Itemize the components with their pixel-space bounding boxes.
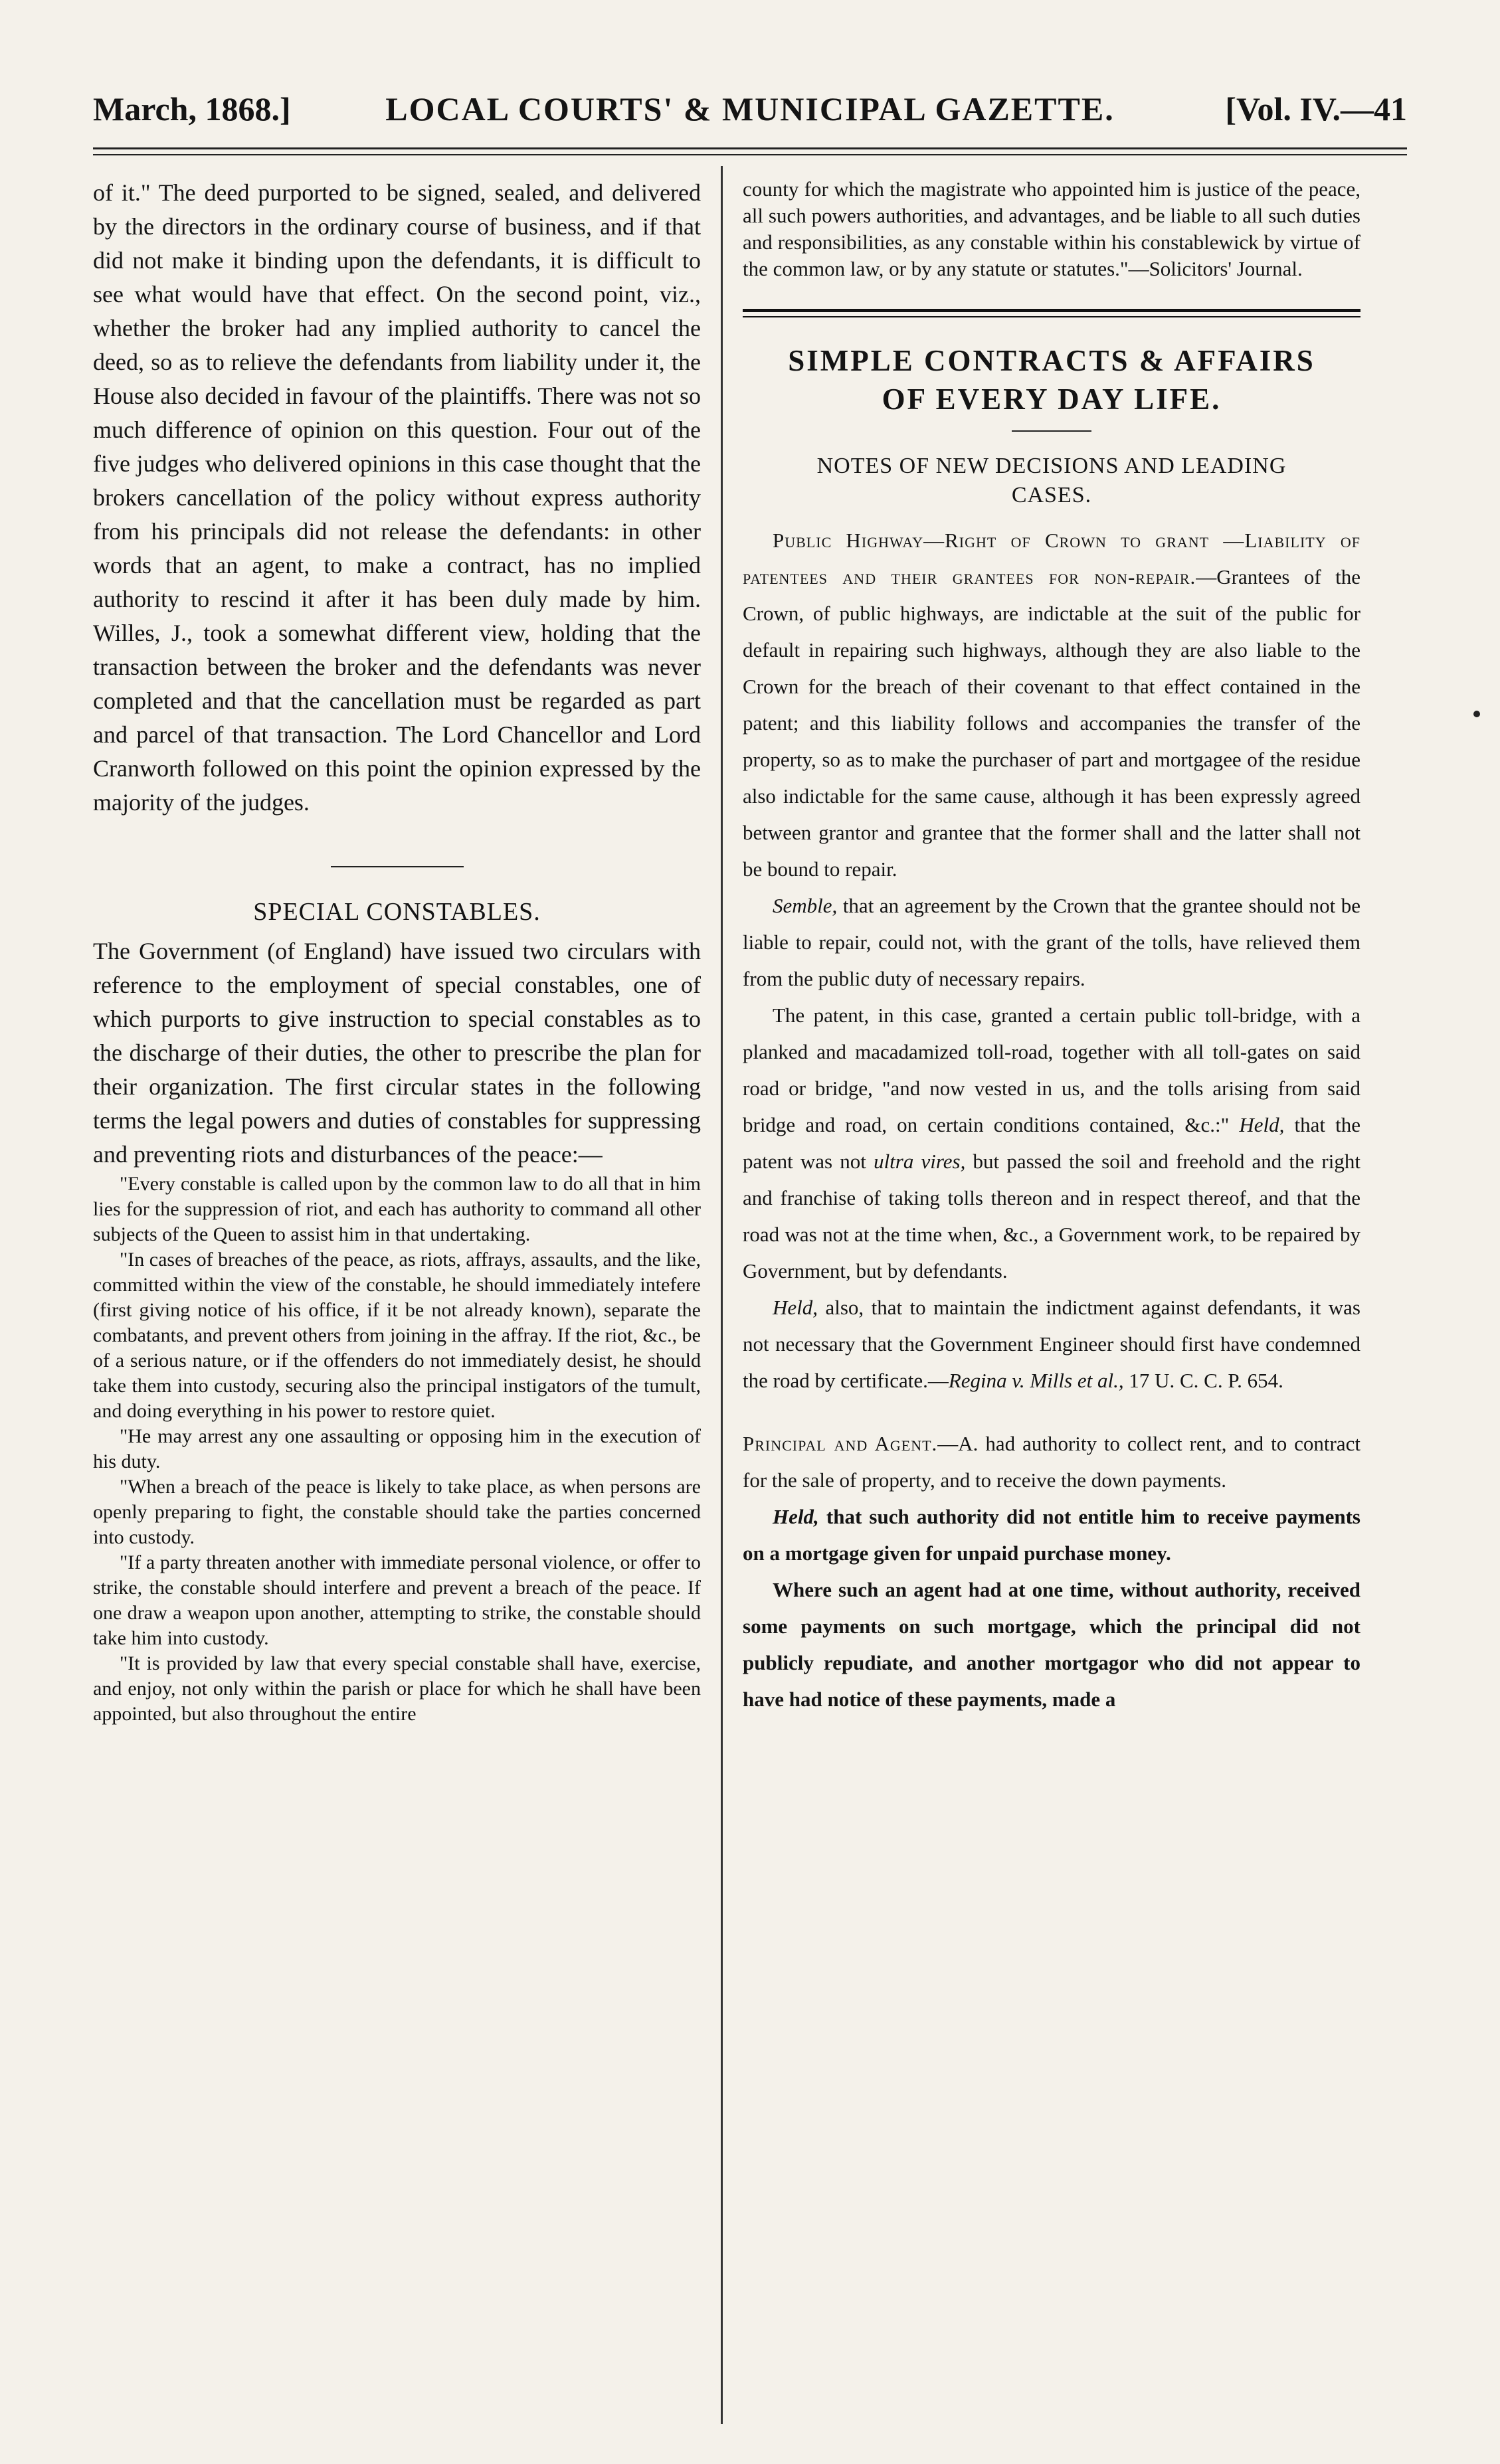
case-patent	[743, 997, 1360, 1289]
case-principal-agent	[743, 1425, 1360, 1498]
header-date: March, 1868.]	[93, 90, 291, 128]
special-constables-heading: SPECIAL CONSTABLES.	[253, 898, 541, 926]
quote-paragraph: "If a party threaten another with immediate personal violence, or offer to strike, the constable should interfere and prevent a breach of the peace. If one draw a weapon upon another, attempting to strike, the constable should take him into custody.	[93, 1551, 701, 1649]
section-rule-thin	[743, 316, 1360, 317]
semble-lead: Semble,	[773, 894, 838, 917]
held-label: Held,	[773, 1505, 819, 1528]
opening-paragraph: of it." The deed purported to be signed, sealed, and delivered by the directors in the ordinary course of business, and if that did not make it binding upon the defendants, it is difficult to see what would have that effect. On the second point, viz., whether the broker had any implied authority to cancel the deed, so as to relieve the defendants from liability under it, the House also decided in favour of the plaintiffs. There was not so much difference of opinion on this question. Four out of the five judges who delivered opinions in this case thought that the brokers cancellation of the policy without express authority from his principals did not release the defendants: in other words that an agent, to make a contract, has no implied authority to rescind it after it has been duly made by him. Willes, J., took a somewhat different view, holding that the transaction between the broker and the defendants was never completed and that the cancellation must be regarded as part and parcel of that transaction. The Lord Chancellor and Lord Cranworth followed on this point the opinion expressed by the majority of the judges.	[93, 179, 701, 816]
special-constables-intro: The Government (of England) have issued two circulars with reference to the employment of special constables, one of which purports to give instruction to special constables as to the discharge of their duties, the other to prescribe the plan for their organization. The first circular states in the following terms the legal powers and duties of constables for suppressing and preventing riots and disturbances of the peace:—	[93, 938, 701, 1168]
title-separator	[1012, 430, 1091, 432]
held-also-text: also, that to maintain the indictment against defendants, it was not necessary that the Government Engineer should first have condemned the road by certificate.—	[743, 1296, 1360, 1392]
case-semble	[743, 887, 1360, 997]
citation-tail: 17 U. C. C. P. 654.	[1123, 1369, 1283, 1392]
quote-paragraph: "When a breach of the peace is likely to take place, as when persons are openly preparing to fight, the constable should take the parties concerned into custody.	[93, 1476, 701, 1548]
held-text: that such authority did not entitle him to receive payments on a mortgage given for unpaid purchase money.	[743, 1505, 1360, 1565]
notes-line-2: CASES.	[1011, 483, 1092, 507]
notes-heading	[743, 452, 1360, 510]
case-highway	[743, 522, 1360, 887]
column-divider	[721, 166, 723, 2424]
quote-paragraph: "He may arrest any one assaulting or opposing him in the execution of his duty.	[93, 1425, 701, 1472]
case-text: —Grantees of the Crown, of public highways, are indictable at the suit of the public for default in repairing such highways, although they are also liable to the Crown for the breach of their covenant to that effect contained in the patent; and this liability follows and accompanies the transfer of the property, so as to make the purchaser of part and mortgagee of the residue also indictable for the same cause, although it has been expressly agreed between grantor and grantee that the former shall and the latter shall not be bound to repair.	[743, 565, 1360, 881]
case-held	[743, 1498, 1360, 1571]
circular-quotes	[93, 1172, 701, 1727]
header-rule-thin	[93, 154, 1407, 155]
case-citation: Regina v. Mills et al.,	[948, 1369, 1124, 1392]
case-caption: Principal and Agent.	[743, 1432, 938, 1455]
case-text: —A. had authority to collect rent, and to contract for the sale of property, and to receive the down payments.	[743, 1432, 1360, 1492]
title-line-1: SIMPLE CONTRACTS & AFFAIRS	[788, 344, 1315, 377]
patent-text-b: that the patent was not	[743, 1113, 1361, 1173]
header-volume: [Vol. IV.—41	[1225, 90, 1407, 128]
case-held-also	[743, 1289, 1360, 1399]
right-column	[743, 176, 1360, 1717]
simple-contracts-title	[743, 341, 1360, 418]
notes-line-1: NOTES OF NEW DECISIONS AND LEADING	[816, 454, 1287, 478]
patent-text-a: The patent, in this case, granted a certain public toll-bridge, with a planked and macadamized toll-road, together with all toll-gates on said road or bridge, "and now vested in us, and the tolls arising from said bridge and road, on certain conditions contained, &c.:"	[743, 1004, 1360, 1136]
semble-text: that an agreement by the Crown that the grantee should not be liable to repair, could not, with the grant of the tolls, have relieved them from the public duty of necessary repairs.	[743, 894, 1360, 990]
quote-paragraph: "It is provided by law that every special constable shall have, exercise, and enjoy, not only within the parish or place for which he shall have been appointed, but also throughout the entire	[93, 1652, 701, 1725]
patent-text-c: but passed the soil and freehold and the right and franchise of taking tolls thereon and in respect thereof, and that the road was not at the time when, &c., a Government work, to be repaired by Government, but by defendants.	[743, 1150, 1360, 1282]
held-label: Held,	[1239, 1113, 1285, 1136]
case-where: Where such an agent had at one time, without authority, received some payments on such mortgage, which the principal did not publicly repudiate, and another mortgagor who did not appear to have had notice of these payments, made a	[743, 1578, 1360, 1711]
ultra-vires: ultra vires,	[874, 1150, 966, 1173]
quote-paragraph: "In cases of breaches of the peace, as riots, affrays, assaults, and the like, committed within the view of the constable, he should immediately intefere (first giving notice of his office, if it be not already known), separate the combatants, and prevent others from joining in the affray. If the riot, &c., be of a serious nature, or if the offenders do not immediately desist, he should take them into custody, securing also the principal instigators of the tumult, and doing everything in his power to restore quiet.	[93, 1249, 701, 1422]
continued-quote: county for which the magistrate who appointed him is justice of the peace, all such powers authorities, and advantages, and be liable to all such duties and responsibilities, as any constable within his constablewick by virtue of the common law, or by any statute or statutes."—Solicitors' Journal.	[743, 177, 1360, 280]
case-caption: Public Highway—Right of Crown to grant —Liability of patentees and their grantees for non-repair.	[743, 529, 1360, 588]
running-header	[93, 90, 1407, 143]
header-title: LOCAL COURTS' & MUNICIPAL GAZETTE.	[385, 90, 1115, 128]
print-speck	[1473, 711, 1480, 717]
title-line-2: OF EVERY DAY LIFE.	[882, 383, 1222, 416]
quote-paragraph: "Every constable is called upon by the common law to do all that in him lies for the suppression of riot, and each has authority to command all other subjects of the Queen to assist him in that undertaking.	[93, 1173, 701, 1245]
section-rule-thick	[743, 309, 1360, 312]
header-rule	[93, 147, 1407, 149]
section-separator	[331, 866, 464, 867]
left-column	[93, 176, 701, 1727]
held-label: Held,	[773, 1296, 818, 1319]
